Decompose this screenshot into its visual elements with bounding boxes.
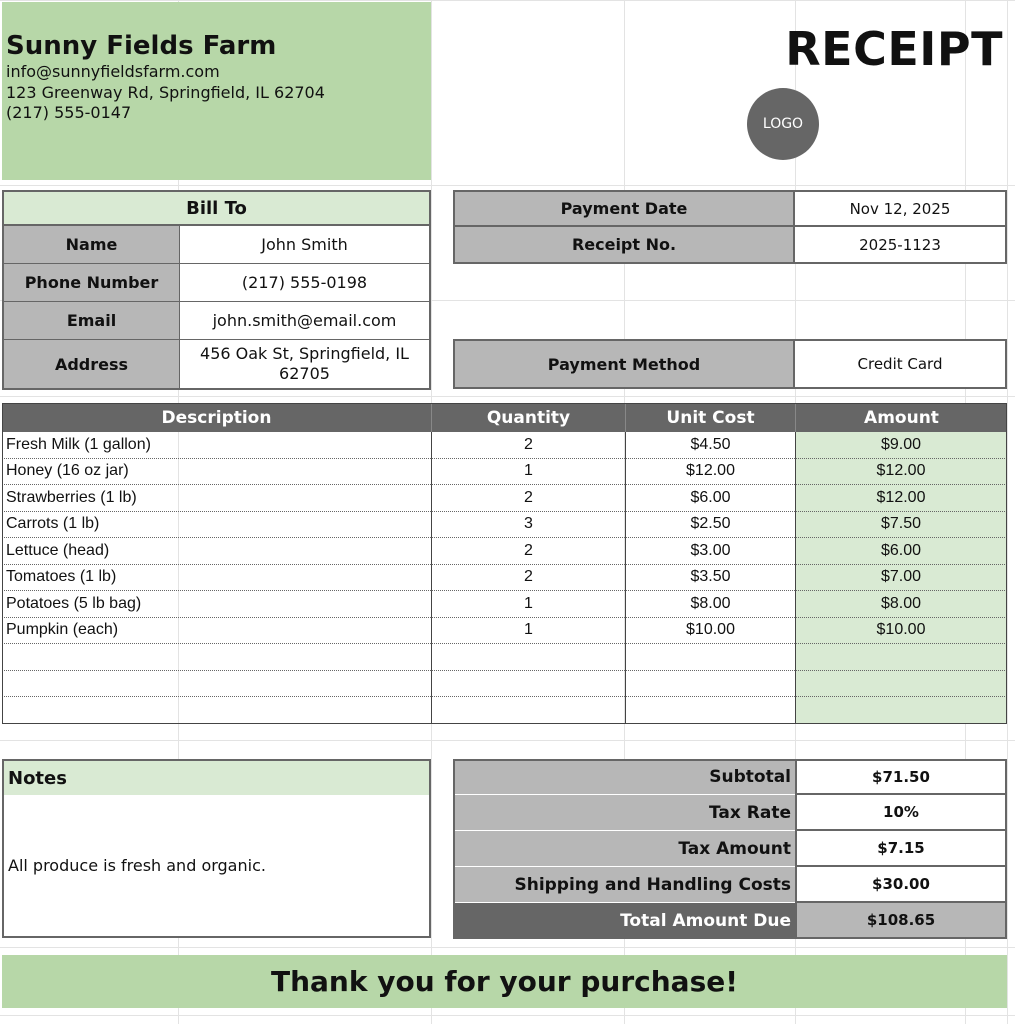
gridline	[0, 1015, 1015, 1016]
subtotal-value: $71.50	[795, 759, 1007, 795]
item-description[interactable]	[2, 671, 431, 698]
gridline	[0, 396, 1015, 397]
item-quantity[interactable]: 2	[431, 538, 625, 565]
item-description[interactable]: Potatoes (5 lb bag)	[2, 591, 431, 618]
item-quantity[interactable]: 1	[431, 618, 625, 645]
item-description[interactable]: Tomatoes (1 lb)	[2, 565, 431, 592]
item-unit-cost[interactable]: $3.50	[625, 565, 795, 592]
item-amount[interactable]: $6.00	[795, 538, 1007, 565]
item-unit-cost[interactable]	[625, 697, 795, 724]
tax-rate-label: Tax Rate	[453, 795, 795, 831]
logo-placeholder: LOGO	[747, 88, 819, 160]
item-unit-cost[interactable]: $12.00	[625, 459, 795, 486]
bill-to-phone-label: Phone Number	[2, 264, 179, 302]
item-unit-cost[interactable]: $2.50	[625, 512, 795, 539]
item-amount[interactable]	[795, 671, 1007, 698]
tax-rate-value[interactable]: 10%	[795, 795, 1007, 831]
item-quantity[interactable]	[431, 697, 625, 724]
item-quantity[interactable]: 1	[431, 459, 625, 486]
item-amount[interactable]: $12.00	[795, 485, 1007, 512]
payment-date-value[interactable]: Nov 12, 2025	[795, 190, 1007, 227]
item-unit-cost[interactable]: $10.00	[625, 618, 795, 645]
bill-to-header: Bill To	[2, 190, 431, 226]
company-address: 123 Greenway Rd, Springfield, IL 62704	[6, 82, 325, 102]
receipt-title: RECEIPT	[785, 22, 1003, 76]
receipt-number-label: Receipt No.	[453, 227, 795, 264]
item-quantity[interactable]	[431, 671, 625, 698]
subtotal-label: Subtotal	[453, 759, 795, 795]
item-unit-cost[interactable]: $6.00	[625, 485, 795, 512]
company-info-block	[2, 2, 431, 180]
bill-to-name-value[interactable]: John Smith	[179, 226, 431, 264]
col-header-unit-cost: Unit Cost	[625, 403, 795, 432]
item-quantity[interactable]: 2	[431, 565, 625, 592]
item-amount[interactable]	[795, 644, 1007, 671]
item-amount[interactable]	[795, 697, 1007, 724]
payment-method-label: Payment Method	[453, 339, 795, 389]
company-phone: (217) 555-0147	[6, 103, 132, 122]
item-description[interactable]: Strawberries (1 lb)	[2, 485, 431, 512]
item-amount[interactable]: $7.00	[795, 565, 1007, 592]
item-description[interactable]	[2, 644, 431, 671]
item-description[interactable]: Fresh Milk (1 gallon)	[2, 432, 431, 459]
bill-to-email-value[interactable]: john.smith@email.com	[179, 302, 431, 340]
shipping-label: Shipping and Handling Costs	[453, 867, 795, 903]
notes-text[interactable]: All produce is fresh and organic.	[2, 795, 431, 938]
item-unit-cost[interactable]: $4.50	[625, 432, 795, 459]
payment-method-value[interactable]: Credit Card	[795, 339, 1007, 389]
receipt-number-value[interactable]: 2025-1123	[795, 227, 1007, 264]
item-unit-cost[interactable]: $8.00	[625, 591, 795, 618]
bill-to-address-value[interactable]: 456 Oak St, Springfield, IL 62705	[179, 340, 431, 390]
gridline	[0, 947, 1015, 948]
total-due-label: Total Amount Due	[453, 903, 795, 939]
thank-you-banner: Thank you for your purchase!	[2, 955, 1007, 1008]
item-quantity[interactable]: 3	[431, 512, 625, 539]
notes-header: Notes	[2, 759, 431, 795]
bill-to-email-label: Email	[2, 302, 179, 340]
gridline	[0, 740, 1015, 741]
item-description[interactable]: Carrots (1 lb)	[2, 512, 431, 539]
col-header-quantity: Quantity	[431, 403, 625, 432]
payment-date-label: Payment Date	[453, 190, 795, 227]
shipping-value[interactable]: $30.00	[795, 867, 1007, 903]
item-unit-cost[interactable]	[625, 644, 795, 671]
bill-to-address-label: Address	[2, 340, 179, 390]
bill-to-phone-value[interactable]: (217) 555-0198	[179, 264, 431, 302]
company-name: Sunny Fields Farm	[6, 31, 277, 61]
item-amount[interactable]: $8.00	[795, 591, 1007, 618]
col-header-description: Description	[2, 403, 431, 432]
gridline	[0, 185, 1015, 186]
tax-amount-value: $7.15	[795, 831, 1007, 867]
item-description[interactable]: Pumpkin (each)	[2, 618, 431, 645]
item-unit-cost[interactable]: $3.00	[625, 538, 795, 565]
total-due-value: $108.65	[795, 903, 1007, 939]
item-unit-cost[interactable]	[625, 671, 795, 698]
col-header-amount: Amount	[795, 403, 1007, 432]
item-quantity[interactable]: 1	[431, 591, 625, 618]
bill-to-name-label: Name	[2, 226, 179, 264]
item-amount[interactable]: $9.00	[795, 432, 1007, 459]
item-quantity[interactable]	[431, 644, 625, 671]
gridline	[0, 0, 1015, 1]
item-amount[interactable]: $12.00	[795, 459, 1007, 486]
item-amount[interactable]: $7.50	[795, 512, 1007, 539]
tax-amount-label: Tax Amount	[453, 831, 795, 867]
company-email: info@sunnyfieldsfarm.com	[6, 62, 220, 81]
item-description[interactable]: Honey (16 oz jar)	[2, 459, 431, 486]
item-description[interactable]: Lettuce (head)	[2, 538, 431, 565]
item-quantity[interactable]: 2	[431, 485, 625, 512]
item-quantity[interactable]: 2	[431, 432, 625, 459]
gridline	[1007, 0, 1008, 1024]
item-description[interactable]	[2, 697, 431, 724]
item-amount[interactable]: $10.00	[795, 618, 1007, 645]
